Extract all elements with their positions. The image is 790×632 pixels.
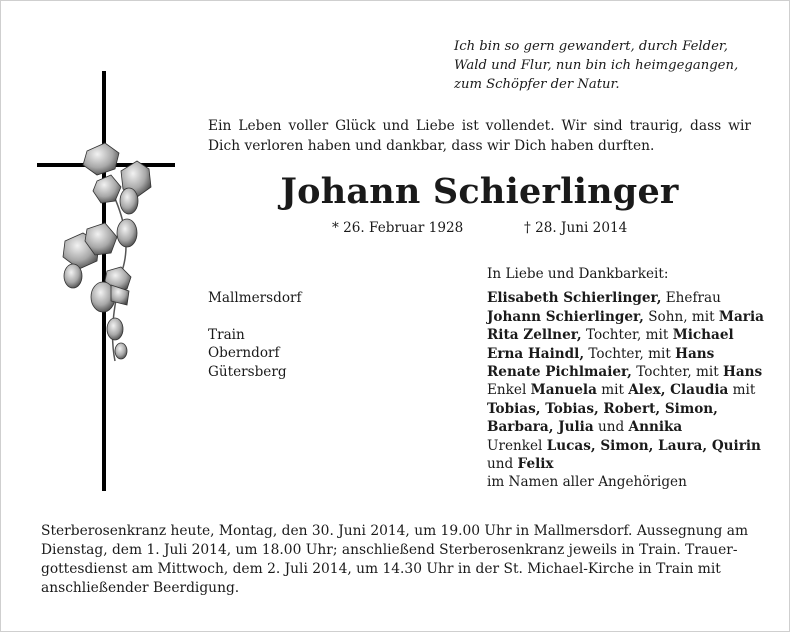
- intro-text: Ein Leben voller Glück und Liebe ist vollendet. Wir sind traurig, dass wir Dich verloren haben und dankbar, dass wir Dich haben durften.: [208, 118, 751, 154]
- mourner-line: [487, 363, 763, 381]
- mourner-line: [487, 308, 764, 326]
- place: [208, 307, 408, 325]
- place: Mallmersdorf: [208, 290, 302, 306]
- place: Gütersberg: [208, 363, 287, 380]
- funeral-details: [41, 522, 752, 598]
- birth-date: * 26. Februar 1928: [332, 220, 464, 236]
- mourner-relation: Tochter, mit: [581, 327, 673, 344]
- mourner-relation: im Namen aller Angehörigen: [487, 474, 687, 491]
- death-date: † 28. Juni 2014: [524, 220, 628, 236]
- mourner-name: Maria: [718, 308, 764, 325]
- mourner-line: [487, 437, 761, 455]
- poem-line: zum Schöpfer der Natur.: [454, 77, 620, 92]
- cross-with-hops-icon: [37, 71, 177, 491]
- mourner-name: Elisabeth Schierlinger,: [487, 290, 662, 307]
- mourner-relation: Tochter, mit: [584, 345, 676, 362]
- place: Oberndorf: [208, 345, 280, 362]
- mourner-relation: Urenkel: [487, 437, 547, 454]
- mourner-relation: Sohn, mit: [643, 308, 719, 325]
- mourner-name: Hans: [722, 364, 763, 381]
- mourner-name: Erna Haindl,: [487, 345, 585, 362]
- mourner-relation: Enkel: [487, 382, 531, 399]
- mourner-line: [487, 326, 751, 344]
- mourner-name: Annika: [628, 419, 683, 436]
- mourner-name: Manuela: [530, 382, 597, 399]
- mourner-name: Hans: [675, 345, 715, 362]
- mourner-relation: mit: [728, 382, 756, 399]
- poem-line: Ich bin so gern gewandert, durch Felder,: [454, 39, 728, 54]
- funeral-details-line: gottesdienst am Mittwoch, dem 2. Juli 2014, um 14.30 Uhr in der St. Michael-Kirche in Train mit: [41, 561, 721, 577]
- poem: [454, 37, 774, 94]
- funeral-details-line: Sterberosenkranz heute, Montag, den 30. Juni 2014, um 19.00 Uhr in Mallmersdorf. Aussegnung am: [41, 523, 749, 539]
- mourners-block: [487, 265, 764, 492]
- poem-line: Wald und Flur, nun bin ich heimgegangen,: [454, 58, 739, 73]
- mourner-relation: Tochter, mit: [631, 364, 723, 381]
- mourner-name: Felix: [517, 456, 554, 473]
- mourner-line: [487, 418, 751, 436]
- mourner-line: [487, 473, 751, 491]
- mourner-line: [487, 345, 751, 363]
- mourner-name: Tobias, Tobias, Robert, Simon,: [487, 400, 718, 417]
- mourner-line: [487, 455, 751, 473]
- funeral-details-line: Dienstag, dem 1. Juli 2014, um 18.00 Uhr; anschließend Sterberosenkranz jeweils in Train. Trauer-: [41, 542, 738, 558]
- mourner-name: Renate Pichlmaier,: [487, 364, 632, 381]
- places-list: [208, 289, 408, 381]
- mourner-name: Michael: [672, 327, 734, 344]
- mourner-name: Johann Schierlinger,: [487, 308, 644, 325]
- mourner-relation: und: [487, 456, 518, 473]
- deceased-name: Johann Schierlinger: [280, 171, 679, 212]
- funeral-details-line: anschließender Beerdigung.: [41, 580, 240, 596]
- mourner-line: [487, 400, 751, 418]
- mourner-line: [487, 381, 756, 399]
- mourner-name: Lucas, Simon, Laura, Quirin: [546, 437, 761, 454]
- thanks-header: In Liebe und Dankbarkeit:: [487, 266, 669, 282]
- mourner-name: Barbara, Julia: [487, 419, 594, 436]
- mourner-name: Rita Zellner,: [487, 327, 582, 344]
- mourner-name: Alex, Claudia: [628, 382, 729, 399]
- mourner-relation: und: [593, 419, 629, 436]
- place: Train: [208, 326, 245, 343]
- mourner-relation: mit: [596, 382, 629, 399]
- mourner-relation: Ehefrau: [661, 290, 721, 307]
- mourner-line: [487, 289, 751, 307]
